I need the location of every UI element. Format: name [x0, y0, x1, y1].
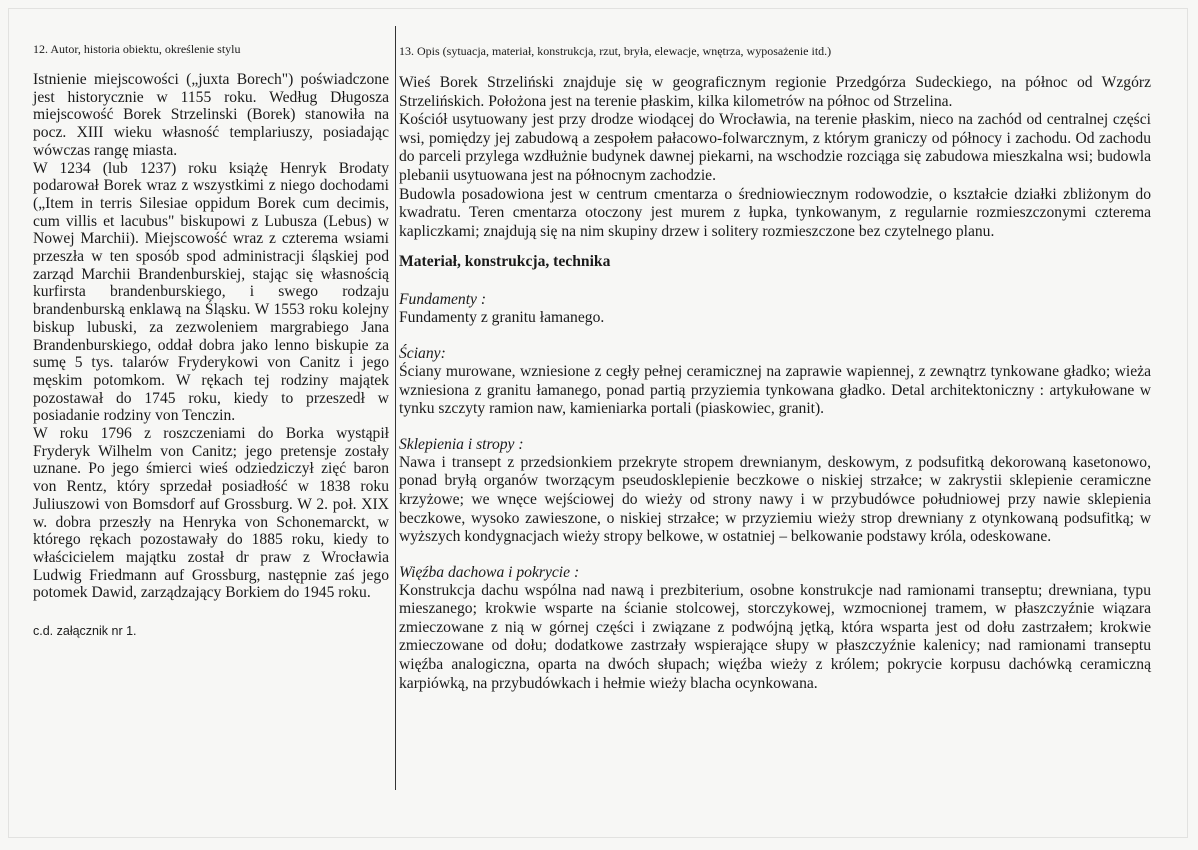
intro-paragraph-1: Wieś Borek Strzeliński znajduje się w geograficznym regionie Przedgórza Sudeckiego, na północ od Wzgórz Strzelińskich. Położona jest na terenie płaskim, kilka kilometrów na północ od Strzelina. [399, 74, 1151, 110]
walls-title: Ściany: [399, 344, 446, 362]
vaults-title: Sklepienia i stropy : [399, 435, 524, 453]
history-paragraph-2: W 1234 (lub 1237) roku książę Henryk Brodaty podarował Borek wraz z wszystkimi z niego dochodami („Item in terris Silesiae oppidum Borek cum decimis, cum villis et lacubus" biskupowi z Lubusza (Lebus) w Nowej Marchii). Miejscowość wraz z czterema wsiami przeszła w ten sposób spod administracji śląskiej pod zarząd Marchii Brandenburskiej, stając się własnością kurfirsta brandenburskiego, i swego rodzaju brandenburską enklawą na Śląsku. W 1553 roku kolejny biskup lubuski, za zezwoleniem margrabiego Jana Brandenburskiego, oddał dobra jako lenno biskupie za sumę 5 tys. talarów Fryderykowi von Canitz i jego męskim potomkom. W rękach tej rodziny majątek pozostawał do 1745 roku, kiedy to przeszedł w posiadanie rodziny von Tenczin. [33, 159, 389, 425]
history-column [33, 42, 389, 638]
foundations-text: Fundamenty z granitu łamanego. [399, 309, 605, 327]
roof-title: Więźba dachowa i pokrycie : [399, 563, 580, 581]
attachment-note: c.d. załącznik nr 1. [33, 624, 137, 639]
intro-paragraph-2: Kościół usytuowany jest przy drodze wiodącej do Wrocławia, na terenie płaskim, nieco na zachód od centralnej części wsi, pomiędzy jej zabudową a zespołem pałacowo-folwarcznym, z którym graniczy od północy i zachodu. Od zachodu do parceli przylega wzdłużnie budynek dawnej piekarni, na wschodzie rozciąga się zabudowa mieszkalna wsi; budowla plebanii usytuowana jest na północnym zachodzie. [399, 111, 1151, 184]
intro-paragraph-3: Budowla posadowiona jest w centrum cmentarza o średniowiecznym rodowodzie, o kształcie działki zbliżonym do kwadratu. Teren cmentarza otoczony jest murem z łupka, tynkowanym, z regularnie rozmieszczonymi czterema kapliczkami; znajdują się na nim skupiny drzew i solitery rozmieszczone bez czytelnego planu. [399, 185, 1151, 240]
roof-text: Konstrukcja dachu wspólna nad nawą i prezbiterium, osobne konstrukcje nad ramionami transeptu; drewniana, typu mieszanego; krokwie wsparte na ścianie stolcowej, storczykowej, wzmocnionej tramem, w płaszczyźnie wiązara zmieczowane z nią w górnej części i związane z podwójną jętką, która wsparta jest od dołu zastrzałem; krokwie zmieczowane od dołu; dodatkowe zastrzały wspierające słupy w płaszczyźnie kalenicy; nad ramionami transeptu więźba analogiczna, oparta na dwóch słupach; więźba wieży z królem; pokrycie korpusu dachówką ceramiczną karpiówką, na przybudówkach i hełmie wieży blacha ocynkowana. [399, 581, 1151, 692]
description-column [399, 44, 1151, 693]
description-header: 13. Opis (sytuacja, materiał, konstrukcja, rzut, bryła, elewacje, wnętrza, wyposażenie itd.) [399, 44, 832, 58]
foundations-title: Fundamenty : [399, 291, 487, 309]
history-paragraph-1: Istnienie miejscowości („juxta Borech") poświadczone jest historycznie w 1155 roku. Według Długosza miejscowość Borek Strzelinski (Borek) stanowiła na pocz. XIII wieku własność templariuszy, posiadając wówczas rangę miasta. [33, 71, 389, 159]
history-paragraph-3: W roku 1796 z roszczeniami do Borka wystąpił Fryderyk Wilhelm von Canitz; jego pretensje zostały uznane. Po jego śmierci wieś odziedziczył zięć baron von Rentz, który sprzedał posiadłość w 1838 roku Juliuszowi von Bomsdorf auf Grossburg. W 2. poł. XIX w. dobra przeszły na Henryka von Schonemarckt, w którego rękach pozostawały do 1885 roku, kiedy to właścicielem majątku został dr praw z Wrocławia Ludwig Friedmann auf Grossburg, następnie zaś jego potomek Dawid, zarządzający Borkiem do 1945 roku. [33, 425, 389, 602]
walls-text: Ściany murowane, wzniesione z cegły pełnej ceramicznej na zaprawie wapiennej, z zewnątrz tynkowane gładko; wieża wzniesiona z granitu łamanego, ponad partią przyziemia tynkowana gładko. Detal architektoniczny : artykułowane w tynku szczyty ramion naw, kamieniarka portali (piaskowiec, granit). [399, 362, 1151, 418]
history-header: 12. Autor, historia obiektu, określenie stylu [33, 42, 241, 56]
column-divider [395, 26, 396, 790]
vaults-text: Nawa i transept z przedsionkiem przekryte stropem drewnianym, deskowym, z podsufitką dekorowaną kasetonowo, ponad bryłą organów tworzącym pseudosklepienie beczkowe o niskiej strzałce; w zakrystii sklepienie ceramiczne krzyżowe; we wnęce wejściowej do wieży od strony nawy i w przybudówce południowej przy nawie sklepienia beczkowe, wysoko zawieszone, o niskiej strzałce; w przyziemiu wieży strop drewniany z otynkowaną podsufitką; w wyższych kondygnacjach wieży stropy belkowe, w ostatniej – belkowanie podstawy króla, odeskowane. [399, 453, 1151, 546]
material-section-title: Materiał, konstrukcja, technika [399, 253, 611, 271]
